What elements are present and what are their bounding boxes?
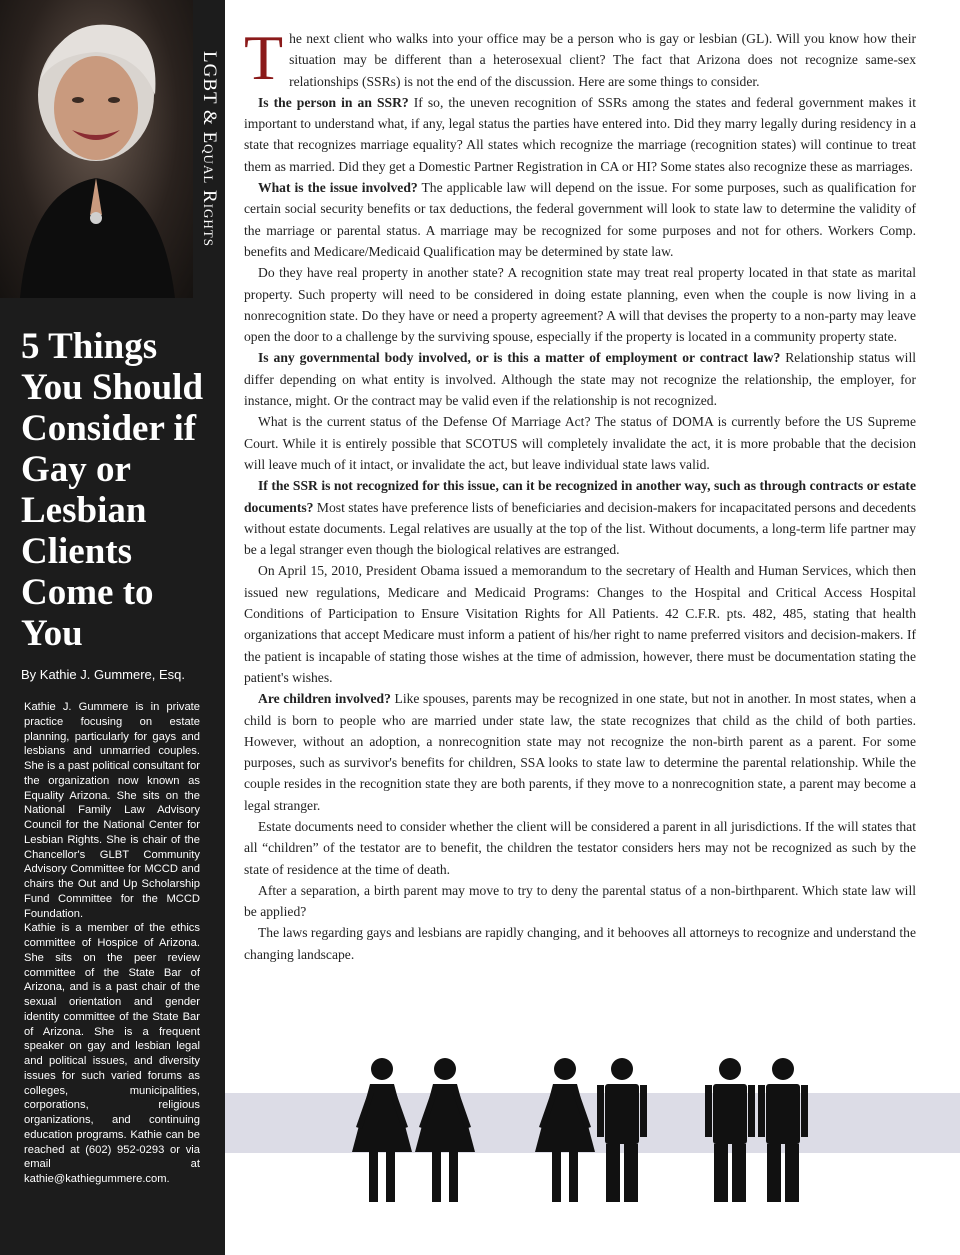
bio-paragraph: Kathie is a member of the ethics committee of Hospice of Arizona. She sits on the peer review committee of the State Bar of Arizona, and is a past chair of the sexual orientation and gender identity committee of the State Bar of Arizona. She is a frequent speaker on gay and lesbian legal and political issues, and diversity issues for such varied forums as colleges, municipalities, corporations, religious organizations, and continuing education programs. Kathie can be reached at (602) 952-0293 or via email at kathie@kathiegummere.com. — [24, 922, 200, 1185]
man-figure-icon — [597, 1058, 647, 1202]
article-paragraph — [244, 177, 916, 262]
article-paragraph: The laws regarding gays and lesbians are rapidly changing, and it behooves all attorneys to recognize and understand the changing landscape. — [244, 925, 916, 962]
paragraph-text: Relationship status will differ depending on what entity is involved. Although the state may not recognize the relationship, the employer, for instance, might. Or the contract may be valid even if the relationship is not recognized. — [244, 350, 916, 409]
sidebar — [0, 0, 225, 1255]
article-paragraph: After a separation, a birth parent may move to try to deny the parental status of a non-birthparent. Which state law will be applied? — [244, 882, 916, 920]
paragraph-text: he next client who walks into your office may be a person who is gay or lesbian (GL). Will you know how their situation may be different than a heterosexual client? The fact that Arizona does not recognize same-sex relationships (SSRs) is not the end of the discussion. Here are some things to consider. — [289, 31, 916, 89]
paragraph-text: If so, the uneven recognition of SSRs among the states and federal government makes it important to understand what, if any, legal status the parties have entered into. Did they marry legally during residency in a state that recognizes marriage equality? All states which recognize the marriage (recognition states) will continue to treat them as married. Did they get a Domestic Partner Registration in CA or HI? Some states also recognize these as marriages. — [244, 94, 916, 174]
article-paragraph: Estate documents need to consider whether the client will be considered a parent in all jurisdictions. If the will states that all “children” of the testator are to benefit, the children the testator considers hers may not be recognized as such by the state of residence at the time of death. — [244, 818, 916, 877]
couple-figures-illustration — [340, 1055, 940, 1215]
paragraph-text: The applicable law will depend on the issue. For some purposes, such as qualification for certain social security benefits or tax deductions, the federal government will look to state law to determine the validity of the marriage or parental status. A marriage may be recognized for some purposes and not for others. Workers Comp. benefits and Medicare/Medicaid Qualification may be determined by state law. — [244, 180, 916, 259]
paragraph-lead: What is the issue involved? — [258, 180, 418, 196]
drop-cap: T — [244, 22, 284, 93]
article-paragraph: Do they have real property in another state? A recognition state may treat real property located in that state as marital property. Such property will need to be considered in doing estate planning, even when the couple is now living in a nonrecognition state. Do they have or need a property agreement? A will that devises the property to a non-party may leave open the door to a challenge by the surviving spouse, especially if the property is located in a community property state. — [244, 265, 916, 345]
man-figure-icon — [705, 1058, 755, 1202]
section-label — [193, 0, 225, 298]
article-paragraph — [244, 347, 916, 411]
man-figure-icon — [758, 1058, 808, 1202]
author-bio — [24, 700, 200, 1187]
paragraph-lead: Is any governmental body involved, or is this a matter of employment or contract law? — [258, 350, 781, 366]
paragraph-lead: Are children involved? — [258, 691, 391, 707]
article-paragraph — [244, 92, 916, 177]
article-paragraph: What is the current status of the Defense Of Marriage Act? The status of DOMA is currently before the US Supreme Court. While it is entirely possible that SCOTUS will completely invalidate the act, it is more probable that the decision will leave much of it intact, or invalidate the act, but leave individual state laws valid. — [244, 414, 916, 472]
article-paragraph — [244, 22, 916, 93]
section-label-text: LGBT & Equal Rights — [199, 51, 221, 247]
paragraph-lead: Is the person in an SSR? — [258, 94, 409, 110]
woman-figure-icon — [535, 1058, 595, 1202]
article-body — [244, 22, 917, 965]
article-paragraph — [244, 688, 916, 816]
article-title: 5 Things You Should Consider if Gay or Lesbian Clients Come to You — [21, 326, 204, 654]
author-photo — [0, 0, 193, 298]
article-paragraph: On April 15, 2010, President Obama issued a memorandum to the secretary of Health and Human Services, which then issued new regulations, Medicare and Medicaid Programs: Changes to the Hospital and Critical Access Hospital Conditions of Participation to Ensure Visitation Rights for All Patients. 42 C.F.R. pts. 482, 485, stating that health organizations that accept Medicare must inform a patient of his/her right to name preferred visitors and decision-makers. If the patient is incapable of stating those wishes at the time of admission, however, there must be documentation stating the patient's wishes. — [244, 563, 916, 685]
paragraph-text: Like spouses, parents may be recognized in one state, but not in another. In most states, when a child is born to people who are married under state law, the state recognizes that child as the child of both parties. However, without an adoption, a nonrecognition state may not recognize the non-birth parent as a parent. For some purposes, such as survivor's benefits for children, SSA looks to state law to determine the parental relationship. While the couple resides in the recognition state they are both parents, if they move to a nonrecognition state, a parent may become a legal stranger. — [244, 691, 917, 813]
paragraph-text: Most states have preference lists of beneficiaries and decision-makers for incapacitated persons and decedents without estate documents. Legal relatives are usually at the top of the list. Without documents, a long-term life partner may be a legal stranger even though the biological relatives are estranged. — [244, 499, 916, 558]
byline: By Kathie J. Gummere, Esq. — [21, 667, 186, 682]
article-paragraph — [244, 475, 916, 560]
paragraph-lead: If the SSR is not recognized for this issue, can it be recognized in another way, such as through contracts or estate documents? — [244, 478, 916, 515]
couple-figures — [340, 1055, 940, 1215]
woman-figure-icon — [415, 1058, 475, 1202]
author-portrait-illustration — [0, 0, 193, 298]
bio-paragraph: Kathie J. Gummere is in private practice focusing on estate planning, particularly for gays and lesbians and unmarried couples. She is a past political consultant for the organization now known as Equality Arizona. She sits on the National Family Law Advisory Council for the National Center for Lesbian Rights. She is chair of the Chancellor's GLBT Community Advisory Committee for MCCD and chairs the Out and Up Scholarship Fund Committee for the MCCD Foundation. — [24, 701, 200, 920]
woman-figure-icon — [352, 1058, 412, 1202]
